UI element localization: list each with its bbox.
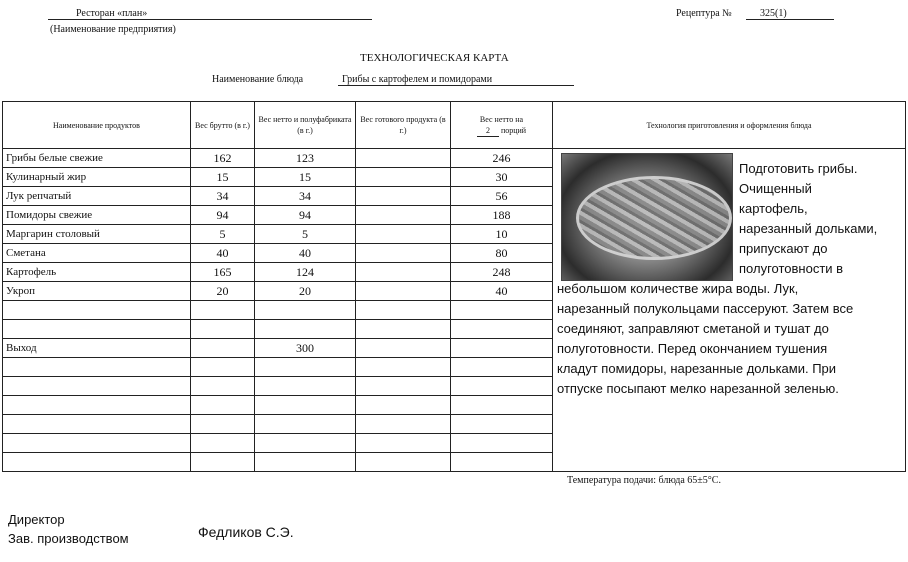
cell-net: 5 bbox=[255, 225, 356, 244]
organization-caption: (Наименование предприятия) bbox=[50, 24, 176, 35]
cell-product bbox=[3, 358, 191, 377]
cell-finished bbox=[356, 263, 451, 282]
cell-product: Кулинарный жир bbox=[3, 168, 191, 187]
cell-net: 15 bbox=[255, 168, 356, 187]
header-net-portions bbox=[451, 102, 553, 149]
cell-gross bbox=[191, 339, 255, 358]
recipe-number: 325(1) bbox=[746, 8, 834, 20]
header-technology: Технология приготовления и оформления блюда bbox=[553, 102, 906, 149]
technology-card-table bbox=[2, 101, 906, 486]
header-net-portions-count: 2 bbox=[477, 125, 499, 137]
cell-product: Выход bbox=[3, 339, 191, 358]
cell-portions: 40 bbox=[451, 282, 553, 301]
cell-finished bbox=[356, 149, 451, 168]
cell-finished bbox=[356, 377, 451, 396]
cell-gross bbox=[191, 358, 255, 377]
cell-portions bbox=[451, 453, 553, 472]
cell-product bbox=[3, 377, 191, 396]
cell-product bbox=[3, 415, 191, 434]
recipe-label: Рецептура № bbox=[676, 8, 732, 19]
cell-net bbox=[255, 377, 356, 396]
cell-portions: 188 bbox=[451, 206, 553, 225]
cell-gross: 40 bbox=[191, 244, 255, 263]
cell-gross bbox=[191, 415, 255, 434]
cell-product: Лук репчатый bbox=[3, 187, 191, 206]
technology-line: небольшом количестве жира воды. Лук, bbox=[557, 281, 799, 296]
technology-line: соединяют, заправляют сметаной и тушат до bbox=[557, 321, 829, 336]
cell-finished bbox=[356, 225, 451, 244]
cell-portions: 10 bbox=[451, 225, 553, 244]
header-gross: Вес брутто (в г.) bbox=[191, 102, 255, 149]
cell-finished bbox=[356, 206, 451, 225]
cell-finished bbox=[356, 187, 451, 206]
cell-net bbox=[255, 320, 356, 339]
cell-net bbox=[255, 301, 356, 320]
dish-name: Грибы с картофелем и помидорами bbox=[338, 74, 574, 86]
cell-finished bbox=[356, 396, 451, 415]
cell-gross: 162 bbox=[191, 149, 255, 168]
cell-net bbox=[255, 396, 356, 415]
header-net: Вес нетто и полуфабриката (в г.) bbox=[255, 102, 356, 149]
cell-net bbox=[255, 434, 356, 453]
header-net-portions-post: порций bbox=[500, 125, 527, 135]
cell-finished bbox=[356, 453, 451, 472]
cell-portions bbox=[451, 377, 553, 396]
cell-net: 124 bbox=[255, 263, 356, 282]
cell-portions bbox=[451, 396, 553, 415]
cell-portions bbox=[451, 358, 553, 377]
cell-net: 20 bbox=[255, 282, 356, 301]
cell-net: 123 bbox=[255, 149, 356, 168]
technology-line: нарезанный полукольцами пассеруют. Затем все bbox=[557, 301, 854, 316]
cell-net: 300 bbox=[255, 339, 356, 358]
technology-line: полуготовности. Перед окончанием тушения bbox=[557, 341, 828, 356]
cell-gross bbox=[191, 453, 255, 472]
cell-product: Укроп bbox=[3, 282, 191, 301]
cell-net bbox=[255, 453, 356, 472]
cell-gross bbox=[191, 434, 255, 453]
cell-product: Картофель bbox=[3, 263, 191, 282]
cell-finished bbox=[356, 282, 451, 301]
pan-illustration bbox=[576, 176, 732, 260]
cell-product bbox=[3, 301, 191, 320]
cell-net bbox=[255, 415, 356, 434]
technology-line: Очищенный bbox=[739, 181, 812, 196]
header-finished: Вес готового продукта (в г.) bbox=[356, 102, 451, 149]
cell-finished bbox=[356, 244, 451, 263]
technology-line: Подготовить грибы. bbox=[739, 161, 858, 176]
header-product: Наименование продуктов bbox=[3, 102, 191, 149]
cell-gross: 15 bbox=[191, 168, 255, 187]
table-header-row bbox=[3, 102, 906, 149]
cell-finished bbox=[356, 168, 451, 187]
cell-finished bbox=[356, 320, 451, 339]
cell-product: Маргарин столовый bbox=[3, 225, 191, 244]
cell-product: Грибы белые свежие bbox=[3, 149, 191, 168]
technology-line: отпуске посыпают мелко нарезанной зеленью. bbox=[557, 381, 839, 396]
cell-net: 94 bbox=[255, 206, 356, 225]
cell-portions bbox=[451, 415, 553, 434]
cell-finished bbox=[356, 339, 451, 358]
cell-finished bbox=[356, 301, 451, 320]
director-label: Директор bbox=[8, 512, 65, 527]
dish-photo bbox=[561, 153, 733, 281]
technology-line: припускают до bbox=[739, 241, 828, 256]
cell-product bbox=[3, 396, 191, 415]
cell-gross: 5 bbox=[191, 225, 255, 244]
cell-product: Сметана bbox=[3, 244, 191, 263]
deputy-label: Зав. производством bbox=[8, 531, 129, 546]
cell-portions bbox=[451, 320, 553, 339]
cell-portions: 80 bbox=[451, 244, 553, 263]
technology-line: картофель, bbox=[739, 201, 808, 216]
cell-product bbox=[3, 434, 191, 453]
cell-portions bbox=[451, 339, 553, 358]
cell-portions: 246 bbox=[451, 149, 553, 168]
cell-gross: 34 bbox=[191, 187, 255, 206]
cell-product bbox=[3, 320, 191, 339]
serving-temperature: Температура подачи: блюда 65±5°С. bbox=[567, 475, 721, 486]
deputy-name: Федликов С.Э. bbox=[198, 524, 294, 540]
cell-net: 40 bbox=[255, 244, 356, 263]
cell-portions bbox=[451, 301, 553, 320]
table-row bbox=[3, 149, 906, 168]
cell-finished bbox=[356, 415, 451, 434]
cell-portions: 248 bbox=[451, 263, 553, 282]
cell-gross: 94 bbox=[191, 206, 255, 225]
cell-product: Помидоры свежие bbox=[3, 206, 191, 225]
cell-portions: 30 bbox=[451, 168, 553, 187]
dish-label: Наименование блюда bbox=[212, 74, 304, 85]
cell-product bbox=[3, 453, 191, 472]
cell-gross: 165 bbox=[191, 263, 255, 282]
cell-net bbox=[255, 358, 356, 377]
cell-net: 34 bbox=[255, 187, 356, 206]
document-title: ТЕХНОЛОГИЧЕСКАЯ КАРТА bbox=[360, 52, 509, 64]
cell-gross bbox=[191, 301, 255, 320]
technology-description bbox=[553, 149, 906, 486]
cell-finished bbox=[356, 358, 451, 377]
technology-line: нарезанный дольками, bbox=[739, 221, 878, 236]
organization-name: Ресторан «план» bbox=[48, 8, 372, 20]
header-net-portions-pre: Вес нетто на bbox=[479, 114, 524, 124]
cell-finished bbox=[356, 434, 451, 453]
cell-gross bbox=[191, 320, 255, 339]
cell-portions bbox=[451, 434, 553, 453]
technology-line: полуготовности в bbox=[739, 261, 844, 276]
technology-line: кладут помидоры, нарезанные дольками. При bbox=[557, 361, 837, 376]
cell-gross bbox=[191, 377, 255, 396]
cell-gross: 20 bbox=[191, 282, 255, 301]
cell-portions: 56 bbox=[451, 187, 553, 206]
cell-gross bbox=[191, 396, 255, 415]
